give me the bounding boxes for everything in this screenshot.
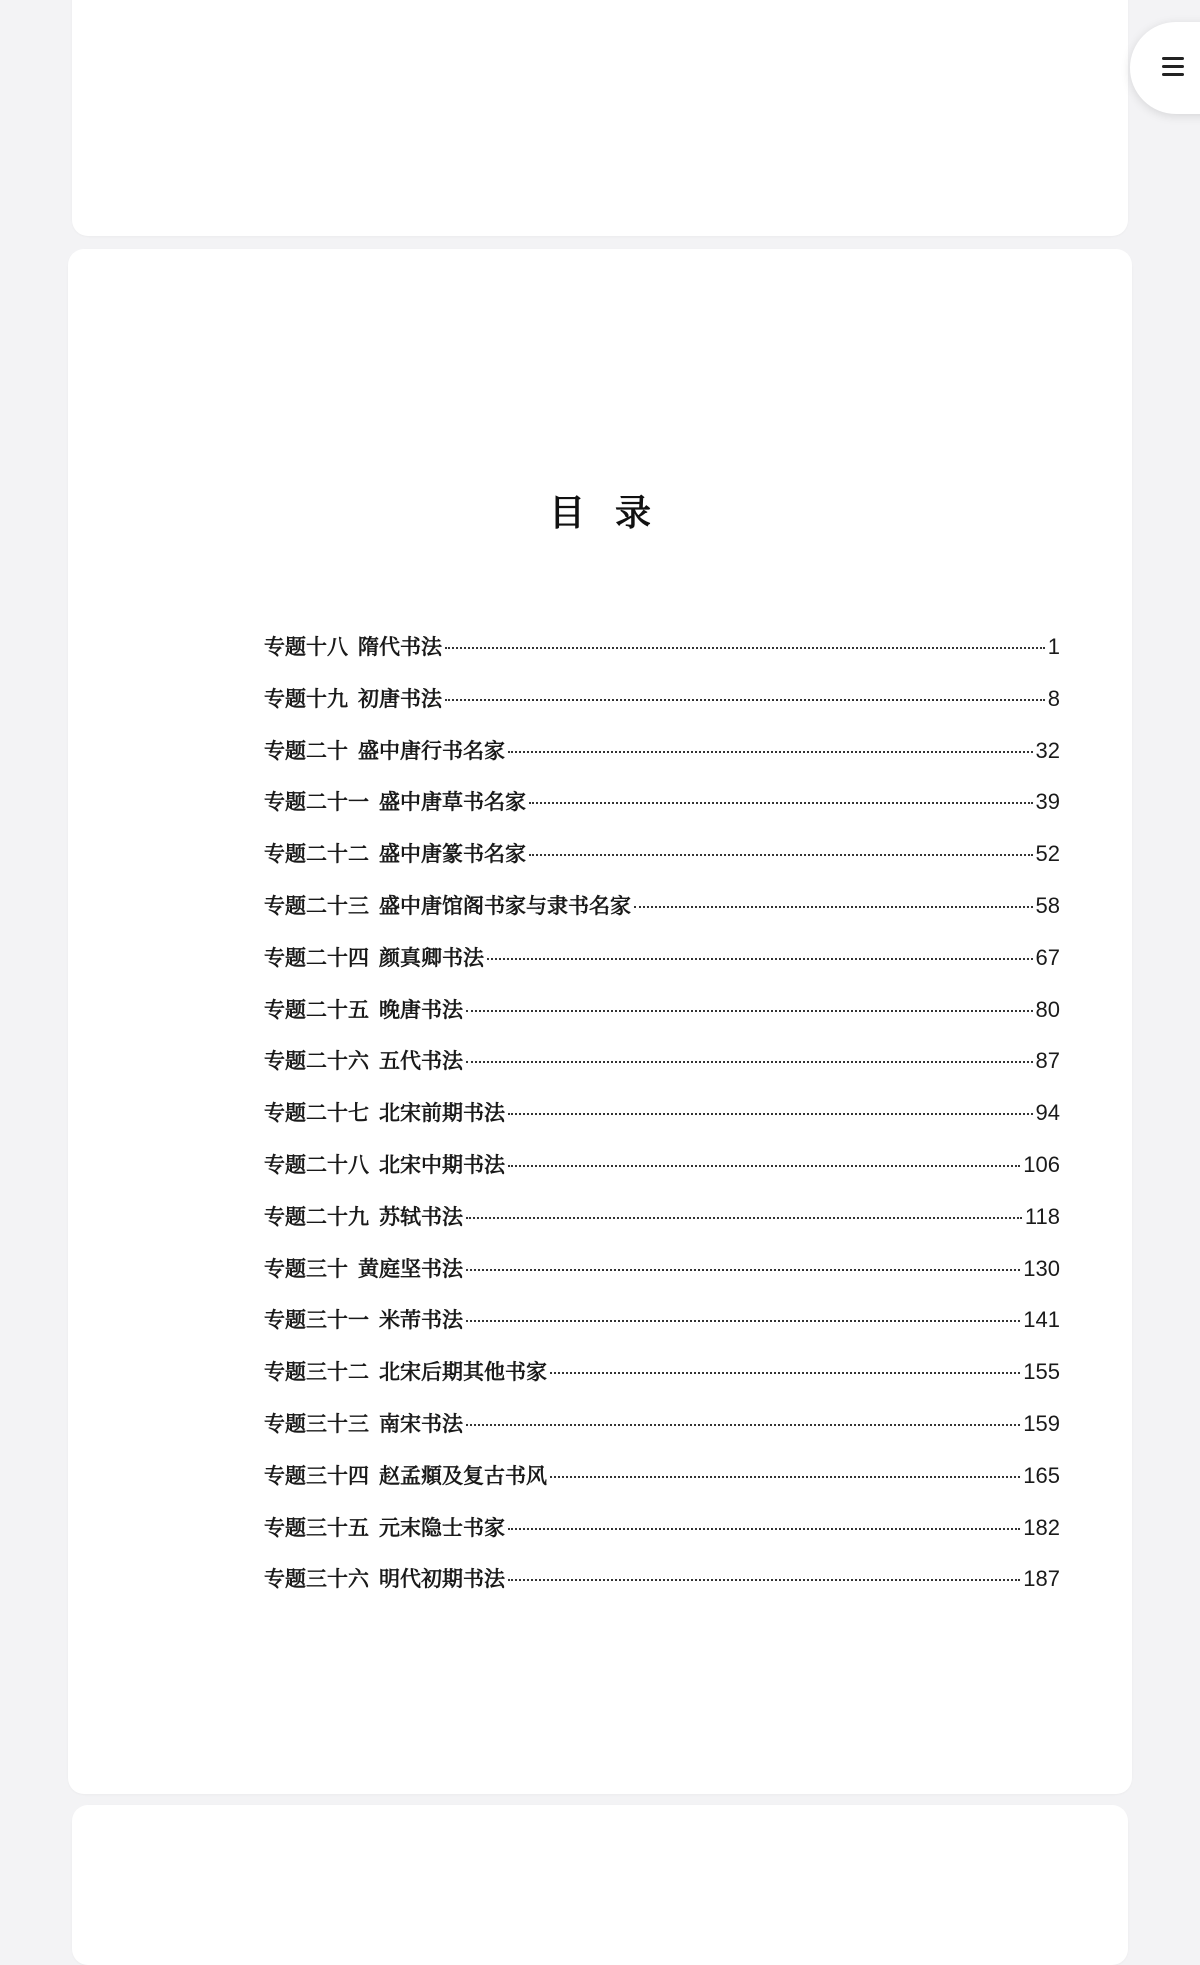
toc-page-number: 80 <box>1035 996 1060 1022</box>
toc-entry[interactable] <box>264 1408 1060 1460</box>
toc-dot-leader <box>445 699 1045 701</box>
toc-entry[interactable] <box>264 994 1060 1046</box>
toc-page-number: 141 <box>1023 1307 1060 1333</box>
toc-chapter-name: 北宋后期其他书家 <box>379 1360 547 1385</box>
toc-chapter-number: 专题二十八 <box>264 1152 369 1177</box>
toc-dot-leader <box>508 1579 1020 1581</box>
toc-page-number: 52 <box>1035 841 1060 867</box>
toc-chapter-name: 元末隐士书家 <box>379 1515 505 1540</box>
toc-dot-leader <box>508 1165 1020 1167</box>
toc-page-number: 39 <box>1035 789 1060 815</box>
toc-chapter-number: 专题二十九 <box>264 1204 369 1229</box>
toc-chapter-number: 专题三十 <box>264 1256 348 1281</box>
toc-entry[interactable] <box>264 838 1060 890</box>
toc-dot-leader <box>550 1476 1020 1478</box>
hamburger-menu-icon <box>1162 55 1184 77</box>
toc-chapter-number: 专题二十三 <box>264 893 369 918</box>
toc-page-number: 106 <box>1023 1151 1060 1177</box>
toc-dot-leader <box>445 647 1045 649</box>
toc-chapter-number: 专题二十二 <box>264 842 369 867</box>
toc-chapter-name: 北宋中期书法 <box>379 1152 505 1177</box>
toc-chapter-name: 颜真卿书法 <box>379 945 484 970</box>
toc-dot-leader <box>634 906 1033 908</box>
toc-chapter-number: 专题三十六 <box>264 1567 369 1592</box>
toc-dot-leader <box>508 751 1033 753</box>
toc-chapter-name: 盛中唐草书名家 <box>379 790 526 815</box>
toc-chapter-number: 专题二十五 <box>264 997 369 1022</box>
toc-page-number: 182 <box>1023 1514 1060 1540</box>
toc-chapter-number: 专题二十 <box>264 738 348 763</box>
toc-chapter-name: 米芾书法 <box>379 1308 463 1333</box>
toc-entry[interactable] <box>264 1097 1060 1149</box>
toc-chapter-number: 专题三十一 <box>264 1308 369 1333</box>
toc-entry[interactable] <box>264 1512 1060 1564</box>
toc-chapter-name: 盛中唐篆书名家 <box>379 842 526 867</box>
toc-chapter-number: 专题三十二 <box>264 1360 369 1385</box>
toc-title: 目录 <box>548 493 681 534</box>
toc-chapter-number: 专题十九 <box>264 686 348 711</box>
toc-page-number: 165 <box>1023 1462 1060 1488</box>
toc-chapter-name: 南宋书法 <box>379 1411 463 1436</box>
toc-chapter-name: 苏轼书法 <box>379 1204 463 1229</box>
toc-dot-leader <box>529 854 1033 856</box>
toc-chapter-number: 专题三十三 <box>264 1411 369 1436</box>
toc-page-number: 159 <box>1023 1410 1060 1436</box>
toc-page-number: 8 <box>1047 685 1060 711</box>
toc-page-number: 32 <box>1035 737 1060 763</box>
previous-page <box>72 0 1128 236</box>
toc-dot-leader <box>466 1269 1020 1271</box>
toc-chapter-name: 赵孟頫及复古书风 <box>379 1463 547 1488</box>
toc-chapter-name: 初唐书法 <box>358 686 442 711</box>
toc-entry[interactable] <box>264 786 1060 838</box>
toc-chapter-name: 晚唐书法 <box>379 997 463 1022</box>
toc-entry[interactable] <box>264 1304 1060 1356</box>
toc-page-number: 1 <box>1047 634 1060 659</box>
toc-dot-leader <box>466 1217 1022 1219</box>
toc-page-number: 187 <box>1023 1566 1060 1592</box>
toc-chapter-number: 专题二十七 <box>264 1101 369 1126</box>
toc-dot-leader <box>466 1010 1033 1012</box>
toc-chapter-name: 隋代书法 <box>358 635 442 659</box>
toc-dot-leader <box>550 1372 1020 1374</box>
document-page <box>68 249 1132 1794</box>
toc-chapter-name: 黄庭坚书法 <box>358 1256 463 1281</box>
toc-chapter-number: 专题二十六 <box>264 1049 369 1074</box>
toc-chapter-name: 五代书法 <box>379 1049 463 1074</box>
toc-entry[interactable] <box>264 1460 1060 1512</box>
toc-entry[interactable] <box>264 1253 1060 1305</box>
toc-chapter-number: 专题二十一 <box>264 790 369 815</box>
toc-page-number: 58 <box>1035 892 1060 918</box>
toc-chapter-number: 专题三十五 <box>264 1515 369 1540</box>
toc-entry[interactable] <box>264 683 1060 735</box>
toc-dot-leader <box>508 1528 1020 1530</box>
toc-page-number: 67 <box>1035 944 1060 970</box>
toc-entry[interactable] <box>264 1356 1060 1408</box>
toc-dot-leader <box>529 802 1033 804</box>
toc-dot-leader <box>466 1061 1033 1063</box>
toc-chapter-number: 专题二十四 <box>264 945 369 970</box>
toc-dot-leader <box>466 1424 1020 1426</box>
toc-entry[interactable] <box>264 1149 1060 1201</box>
toc-chapter-name: 明代初期书法 <box>379 1567 505 1592</box>
toc-chapter-name: 盛中唐行书名家 <box>358 738 505 763</box>
toc-dot-leader <box>508 1113 1033 1115</box>
menu-button[interactable] <box>1130 22 1200 114</box>
toc-entry[interactable] <box>264 1201 1060 1253</box>
toc-chapter-number: 专题十八 <box>264 635 348 659</box>
toc-entry[interactable] <box>264 1045 1060 1097</box>
toc-entry[interactable] <box>264 942 1060 994</box>
toc-page-number: 87 <box>1035 1048 1060 1074</box>
toc-entry[interactable] <box>264 1563 1060 1615</box>
toc-list <box>264 631 1060 1615</box>
toc-page-number: 155 <box>1023 1359 1060 1385</box>
toc-entry[interactable] <box>264 631 1060 683</box>
toc-chapter-number: 专题三十四 <box>264 1463 369 1488</box>
toc-page-number: 118 <box>1024 1203 1060 1229</box>
toc-chapter-name: 北宋前期书法 <box>379 1101 505 1126</box>
toc-entry[interactable] <box>264 735 1060 787</box>
toc-entry[interactable] <box>264 890 1060 942</box>
toc-dot-leader <box>466 1320 1020 1322</box>
toc-page-number: 130 <box>1023 1255 1060 1281</box>
toc-dot-leader <box>487 958 1033 960</box>
toc-chapter-name: 盛中唐馆阁书家与隶书名家 <box>379 893 631 918</box>
next-page <box>72 1805 1128 1965</box>
toc-page-number: 94 <box>1035 1100 1060 1126</box>
